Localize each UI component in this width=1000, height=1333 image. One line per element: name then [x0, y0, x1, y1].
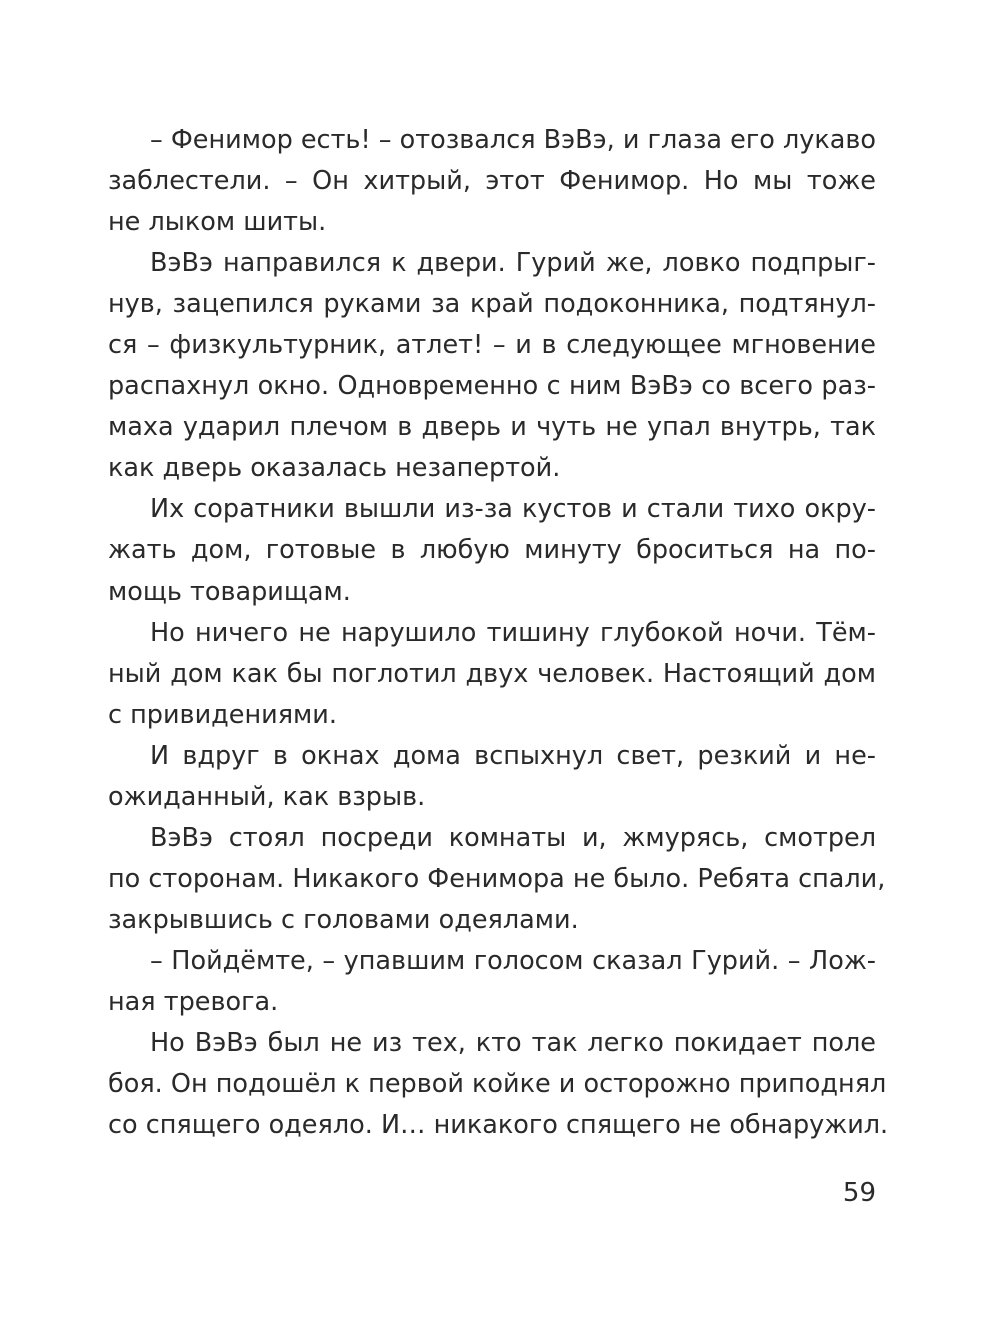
- text-line: с привидениями.: [108, 699, 337, 730]
- paragraph-3: [108, 489, 876, 612]
- text-line: ная тревога.: [108, 986, 279, 1017]
- text-line: И вдруг в окнах дома вспыхнул свет, резкий и не-: [150, 740, 876, 771]
- text-line: ожиданный, как взрыв.: [108, 781, 426, 812]
- text-line: не лыком шиты.: [108, 207, 327, 238]
- text-line: жать дом, готовые в любую минуту броситься на по-: [108, 535, 876, 566]
- paragraph-5: [108, 736, 876, 818]
- page-number: 59: [842, 1178, 876, 1208]
- paragraph-4: [108, 613, 876, 736]
- text-line: Но ВэВэ был не из тех, кто так легко покидает поле: [150, 1028, 876, 1059]
- text-line: со спящего одеяло. И… никакого спящего не обнаружил.: [108, 1110, 889, 1141]
- text-line: Их соратники вышли из-за кустов и стали тихо окру-: [150, 494, 876, 525]
- text-line: нув, зацепился руками за край подоконника, подтянул-: [108, 289, 876, 320]
- text-line: ВэВэ стоял посреди комнаты и, жмурясь, смотрел: [150, 822, 876, 853]
- text-line: боя. Он подошёл к первой койке и осторожно приподнял: [108, 1069, 887, 1100]
- text-line: ВэВэ направился к двери. Гурий же, ловко подпрыг-: [150, 248, 876, 279]
- text-line: – Фенимор есть! – отозвался ВэВэ, и глаза его лукаво: [150, 125, 877, 155]
- text-line: Но ничего не нарушило тишину глубокой ночи. Тём-: [150, 617, 876, 648]
- text-line: ся – физкультурник, атлет! – и в следующее мгновение: [108, 330, 876, 361]
- paragraph-2: [108, 243, 876, 489]
- text-line: как дверь оказалась незапертой.: [108, 453, 561, 484]
- text-line: по сторонам. Никакого Фенимора не было. Ребята спали,: [108, 863, 886, 894]
- text-line: – Пойдёмте, – упавшим голосом сказал Гурий. – Лож-: [150, 945, 876, 976]
- text-line: распахнул окно. Одновременно с ним ВэВэ со всего раз-: [108, 371, 876, 402]
- paragraph-6: [108, 818, 886, 941]
- paragraph-1: [108, 120, 876, 243]
- text-line: заблестели. – Он хитрый, этот Фенимор. Но мы тоже: [108, 166, 876, 197]
- text-line: маха ударил плечом в дверь и чуть не упал внутрь, так: [108, 412, 876, 443]
- paragraph-7: [108, 941, 876, 1023]
- paragraph-8: [108, 1023, 889, 1146]
- text-line: ный дом как бы поглотил двух человек. Настоящий дом: [108, 658, 876, 689]
- body-text: [108, 120, 889, 1146]
- text-line: мощь товарищам.: [108, 576, 351, 607]
- text-line: закрывшись с головами одеялами.: [108, 904, 579, 935]
